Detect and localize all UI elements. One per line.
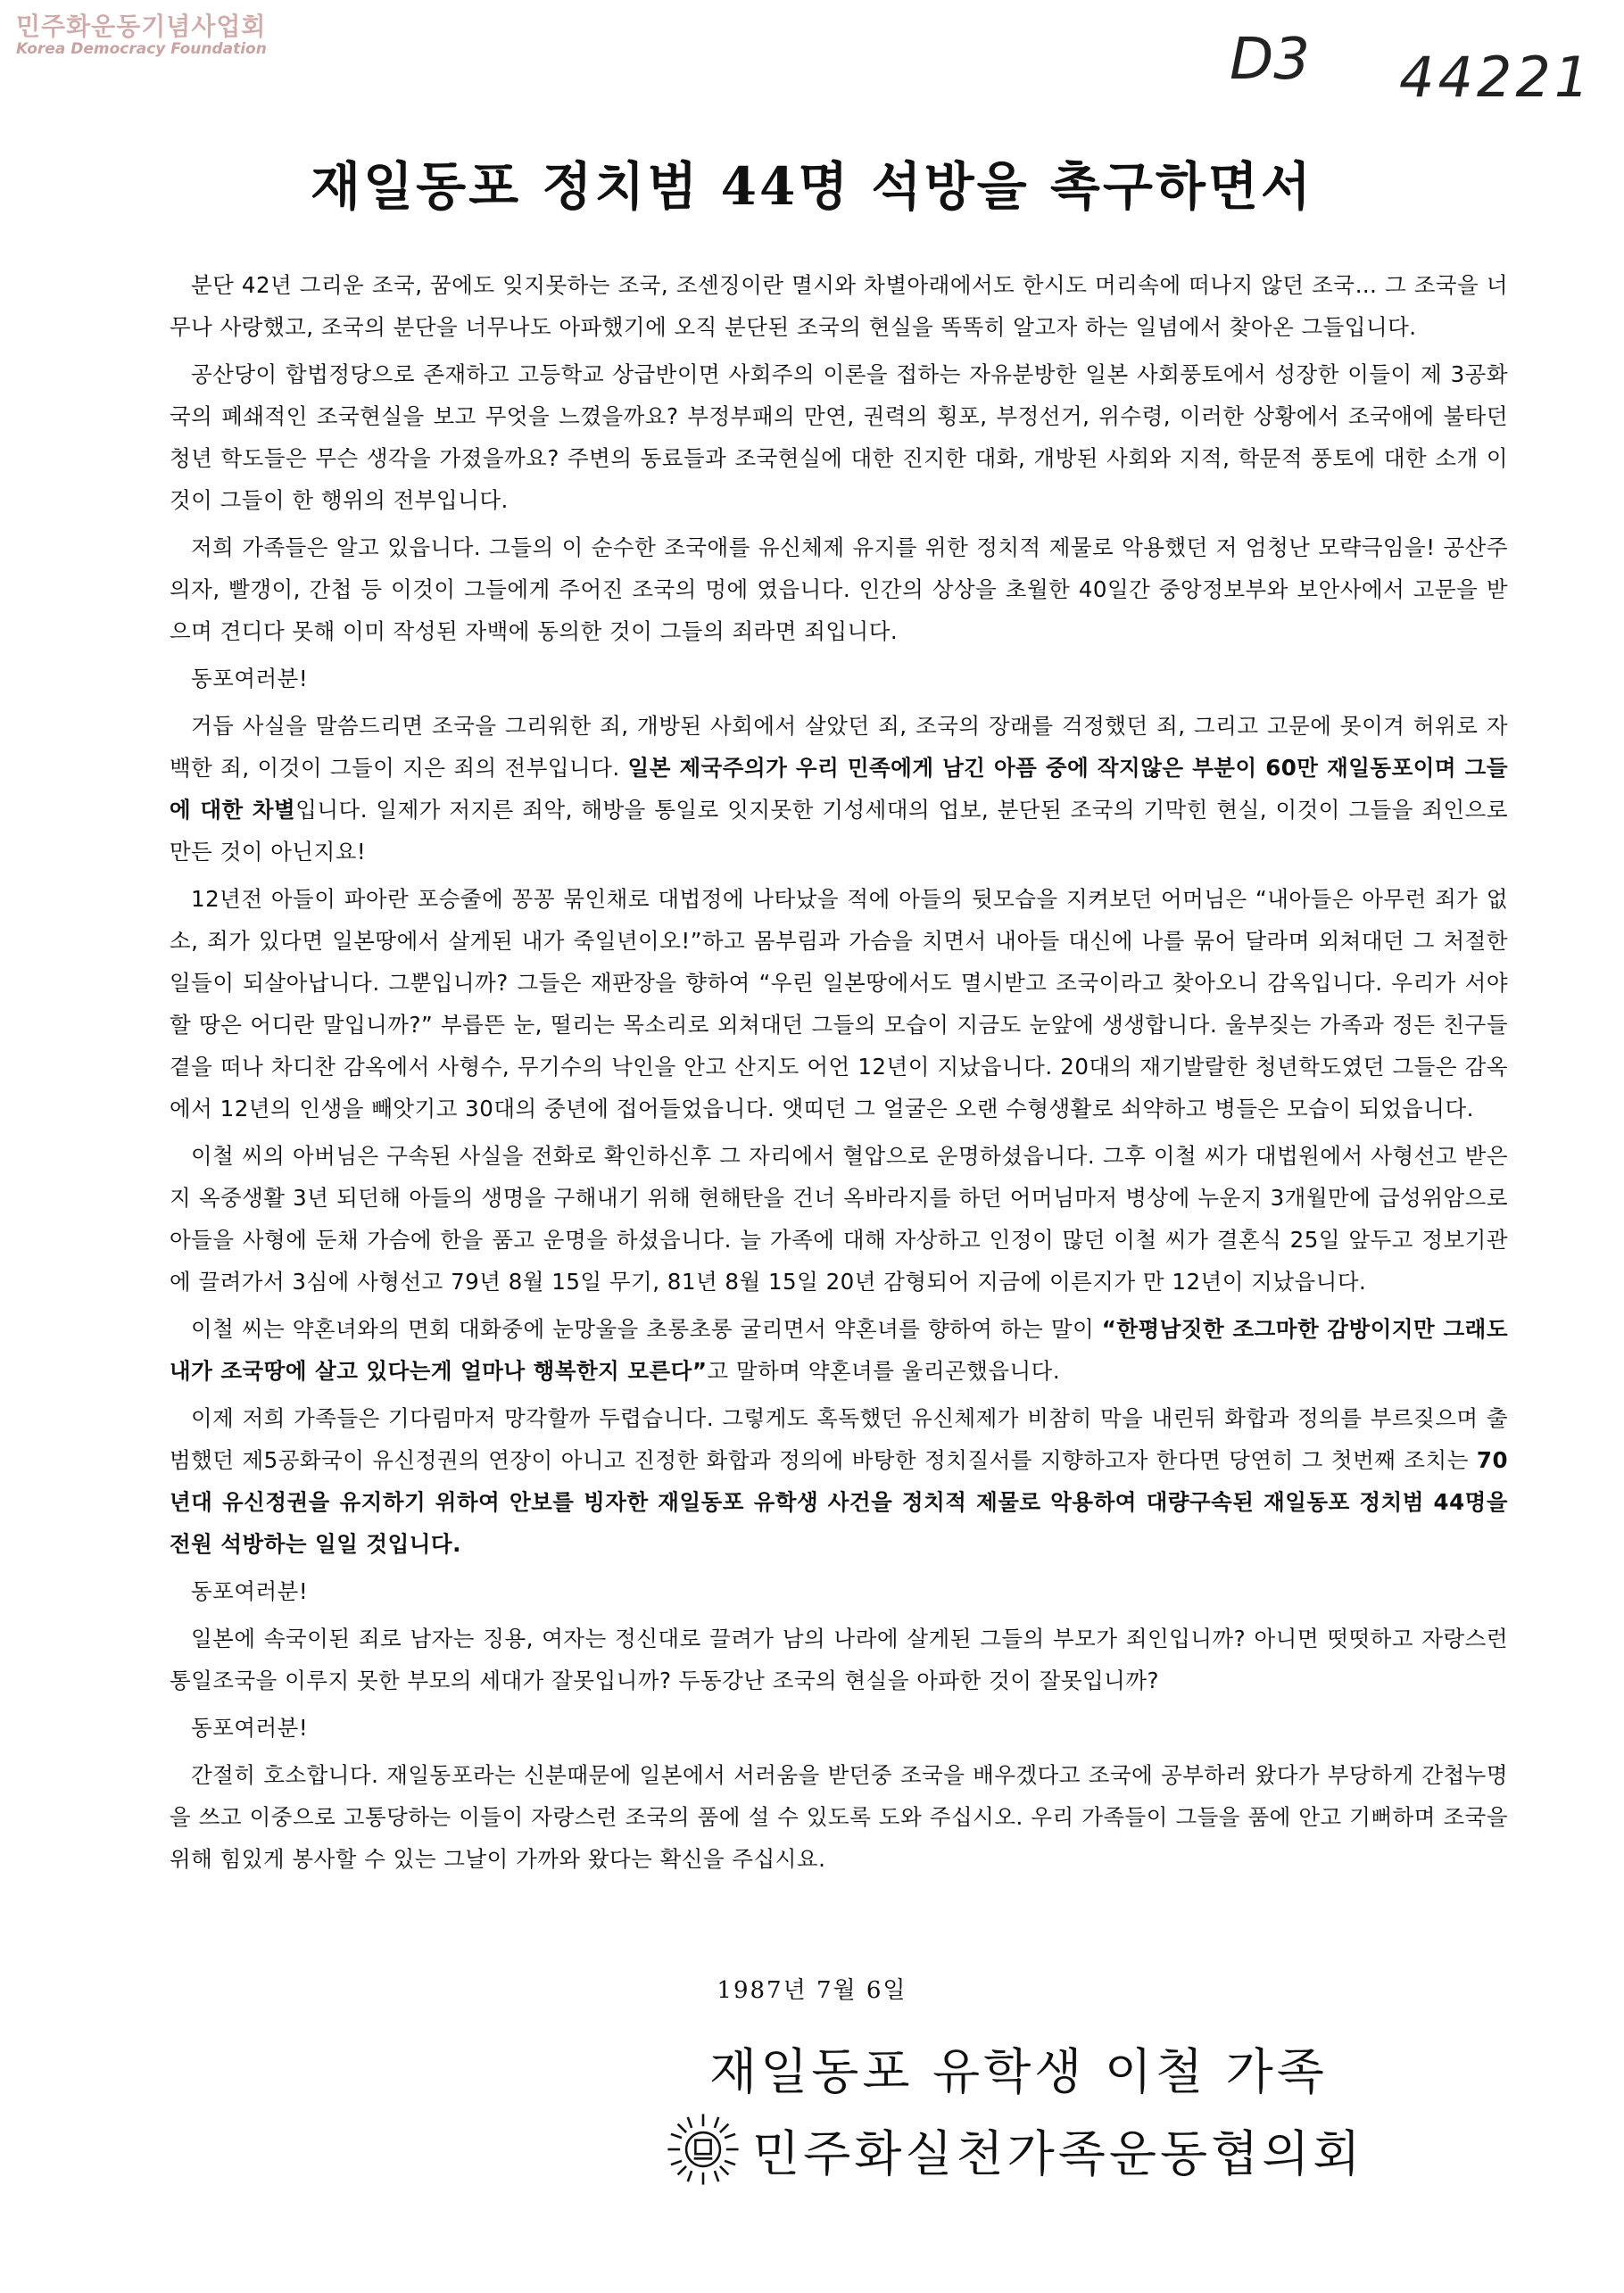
watermark-english: Korea Democracy Foundation bbox=[16, 40, 267, 59]
foundation-watermark bbox=[16, 12, 267, 59]
address-line bbox=[170, 1707, 1508, 1749]
handwritten-code: D3 bbox=[1230, 27, 1310, 93]
signature-organization bbox=[665, 2111, 1364, 2188]
organization-name: 민주화실천가족운동협의회 bbox=[752, 2124, 1364, 2182]
body-paragraph bbox=[170, 264, 1508, 348]
paragraph-text: 공산당이 합법정당으로 존재하고 고등학교 상급반이면 사회주의 이론을 접하는 자유분방한 일본 사회풍토에서 성장한 이들이 제 3공화국의 폐쇄적인 조국현실을 보고 무엇을 느꼈을까요? 부정부패의 만연, 권력의 횡포, 부정선거, 위수령, 이러한 상황에서 조국애에 불타던 청년 학도들은 무슨 생각을 가졌을까요? 주변의 동료들과 조국현실에 대한 진지한 대화, 개방된 사회와 지적, 학문적 풍토에 대한 소개 이것이 그들이 한 행위의 전부입니다. bbox=[170, 361, 1508, 513]
paragraph-text: 간절히 호소합니다. 재일동포라는 신분때문에 일본에서 서러움을 받던중 조국을 배우겠다고 조국에 공부하러 왔다가 부당하게 간첩누명을 쓰고 이중으로 고통당하는 이들이 자랑스런 조국의 품에 설 수 있도록 도와 주십시오. 우리 가족들이 그들을 품에 안고 기뻐하며 조국을 위해 힘있게 봉사할 수 있는 그날이 가까와 왔다는 확신을 주십시요. bbox=[170, 1762, 1508, 1872]
watermark-korean: 민주화운동기념사업회 bbox=[16, 12, 267, 41]
paragraph-text: 일본에 속국이된 죄로 남자는 징용, 여자는 정신대로 끌려가 남의 나라에 살게된 그들의 부모가 죄인입니까? 아니면 떳떳하고 자랑스런 통일조국을 이루지 못한 부모의 세대가 잘못입니까? 두동강난 조국의 현실을 아파한 것이 잘못입니까? bbox=[170, 1626, 1508, 1693]
emphasis-text: “한평남짓한 조그마한 감방이지만 그래도 내가 조국땅에 살고 있다는게 얼마나 행복한지 모른다” bbox=[170, 1316, 1508, 1384]
body-paragraph bbox=[170, 1397, 1508, 1565]
paragraph-text: 분단 42년 그리운 조국, 꿈에도 잊지못하는 조국, 조센징이란 멸시와 차별아래에서도 한시도 머리속에 떠나지 않던 조국… 그 조국을 너무나 사랑했고, 조국의 분단을 너무나도 아파했기에 오직 분단된 조국의 현실을 똑똑히 알고자 하는 일념에서 찾아온 그들입니다. bbox=[170, 272, 1508, 340]
address-line bbox=[170, 658, 1508, 699]
body-paragraph bbox=[170, 1754, 1508, 1880]
paragraph-text: 입니다. 일제가 저지른 죄악, 해방을 통일로 잇지못한 기성세대의 업보, 분단된 조국의 기막힌 현실, 이것이 그들을 죄인으로 만든 것이 아닌지요! bbox=[170, 797, 1508, 865]
body-paragraph bbox=[170, 1308, 1508, 1392]
body-paragraph bbox=[170, 353, 1508, 521]
document-body bbox=[170, 264, 1508, 1885]
paragraph-text: 이철 씨는 약혼녀와의 면회 대화중에 눈망울을 초롱초롱 굴리면서 약혼녀를 향하여 하는 말이 bbox=[191, 1316, 1102, 1342]
body-paragraph bbox=[170, 878, 1508, 1130]
body-paragraph bbox=[170, 705, 1508, 873]
paragraph-text: 저희 가족들은 알고 있읍니다. 그들의 이 순수한 조국애를 유신체제 유지를 위한 정치적 제물로 악용했던 저 엄청난 모략극임을! 공산주의자, 빨갱이, 간첩 등 이것이 그들에게 주어진 조국의 멍에 였읍니다. 인간의 상상을 초월한 40일간 중앙정보부와 보안사에서 고문을 받으며 견디다 못해 이미 작성된 자백에 동의한 것이 그들의 죄라면 죄입니다. bbox=[170, 534, 1508, 644]
paragraph-text: 이제 저희 가족들은 기다림마저 망각할까 두렵습니다. 그렇게도 혹독했던 유신체제가 비참히 막을 내린뒤 화합과 정의를 부르짖으며 출범했던 제5공화국이 유신정권의 연장이 아니고 진정한 화합과 정의에 바탕한 정치질서를 지향하고자 한다면 당연히 그 첫번째 조치는 bbox=[170, 1405, 1508, 1473]
paragraph-text: 이철 씨의 아버님은 구속된 사실을 전화로 확인하신후 그 자리에서 혈압으로 운명하셨읍니다. 그후 이철 씨가 대법원에서 사형선고 받은지 옥중생활 3년 되던해 아들의 생명을 구해내기 위해 현해탄을 건너 옥바라지를 하던 어머님마저 병상에 누운지 3개월만에 급성위암으로 아들을 사형에 둔채 가슴에 한을 품고 운명을 하셨읍니다. 늘 가족에 대해 자상하고 인정이 많던 이철 씨가 결혼식 25일 앞두고 정보기관에 끌려가서 3심에 사형선고 79년 8월 15일 무기, 81년 8월 15일 20년 감형되어 지금에 이른지가 만 12년이 지났읍니다. bbox=[170, 1143, 1508, 1295]
document-date: 1987년 7월 6일 bbox=[717, 1977, 907, 2004]
handwritten-number: 44221 bbox=[1399, 45, 1594, 110]
paragraph-text: 동포여러분! bbox=[191, 1578, 309, 1604]
emphasis-text: 일본 제국주의가 우리 민족에게 남긴 아픔 중에 작지않은 부분이 60만 재일동포이며 그들에 대한 차별 bbox=[170, 755, 1508, 823]
paragraph-text: 12년전 아들이 파아란 포승줄에 꽁꽁 묶인채로 대법정에 나타났을 적에 아들의 뒷모습을 지켜보던 어머님은 “내아들은 아무런 죄가 없소, 죄가 있다면 일본땅에서 살게된 내가 죽일년이오!”하고 몸부림과 가슴을 치면서 내아들 대신에 나를 묶어 달라며 외쳐대던 그 처절한 일들이 되살아납니다. 그뿐입니까? 그들은 재판장을 향하여 “우린 일본땅에서도 멸시받고 조국이라고 찾아오니 감옥입니다. 우리가 서야할 땅은 어디란 말입니까?” 부릅뜬 눈, 떨리는 목소리로 외쳐대던 그들의 모습이 지금도 눈앞에 생생합니다. 울부짖는 가족과 정든 친구들 곁을 떠나 차디찬 감옥에서 사형수, 무기수의 낙인을 안고 산지도 어언 12년이 지났읍니다. 20대의 재기발랄한 청년학도였던 그들은 감옥에서 12년의 인생을 빼앗기고 30대의 중년에 접어들었읍니다. 앳띠던 그 얼굴은 오랜 수형생활로 쇠약하고 병들은 모습이 되었읍니다. bbox=[170, 886, 1508, 1122]
signature-family: 재일동포 유학생 이철 가족 bbox=[709, 2043, 1328, 2100]
body-paragraph bbox=[170, 526, 1508, 652]
paragraph-text: 고 말하며 약혼녀를 울리곤했읍니다. bbox=[707, 1358, 1061, 1384]
body-paragraph bbox=[170, 1135, 1508, 1303]
body-paragraph bbox=[170, 1618, 1508, 1701]
document-title: 재일동포 정치범 44명 석방을 촉구하면서 bbox=[311, 156, 1313, 217]
paragraph-text: 동포여러분! bbox=[191, 1715, 309, 1741]
paragraph-text: 거듭 사실을 말씀드리면 조국을 그리워한 죄, 개방된 사회에서 살았던 죄, 조국의 장래를 걱정했던 죄, 그리고 고문에 못이겨 허위로 자백한 죄, 이것이 그들이 지은 죄의 전부입니다. bbox=[170, 713, 1508, 781]
address-line bbox=[170, 1570, 1508, 1612]
emphasis-text: 70년대 유신정권을 유지하기 위하여 안보를 빙자한 재일동포 유학생 사건을 정치적 제물로 악용하여 대량구속된 재일동포 정치범 44명을 전원 석방하는 일일 것입니다. bbox=[170, 1447, 1508, 1557]
sun-emblem-icon bbox=[665, 2111, 742, 2188]
paragraph-text: 동포여러분! bbox=[191, 666, 309, 691]
